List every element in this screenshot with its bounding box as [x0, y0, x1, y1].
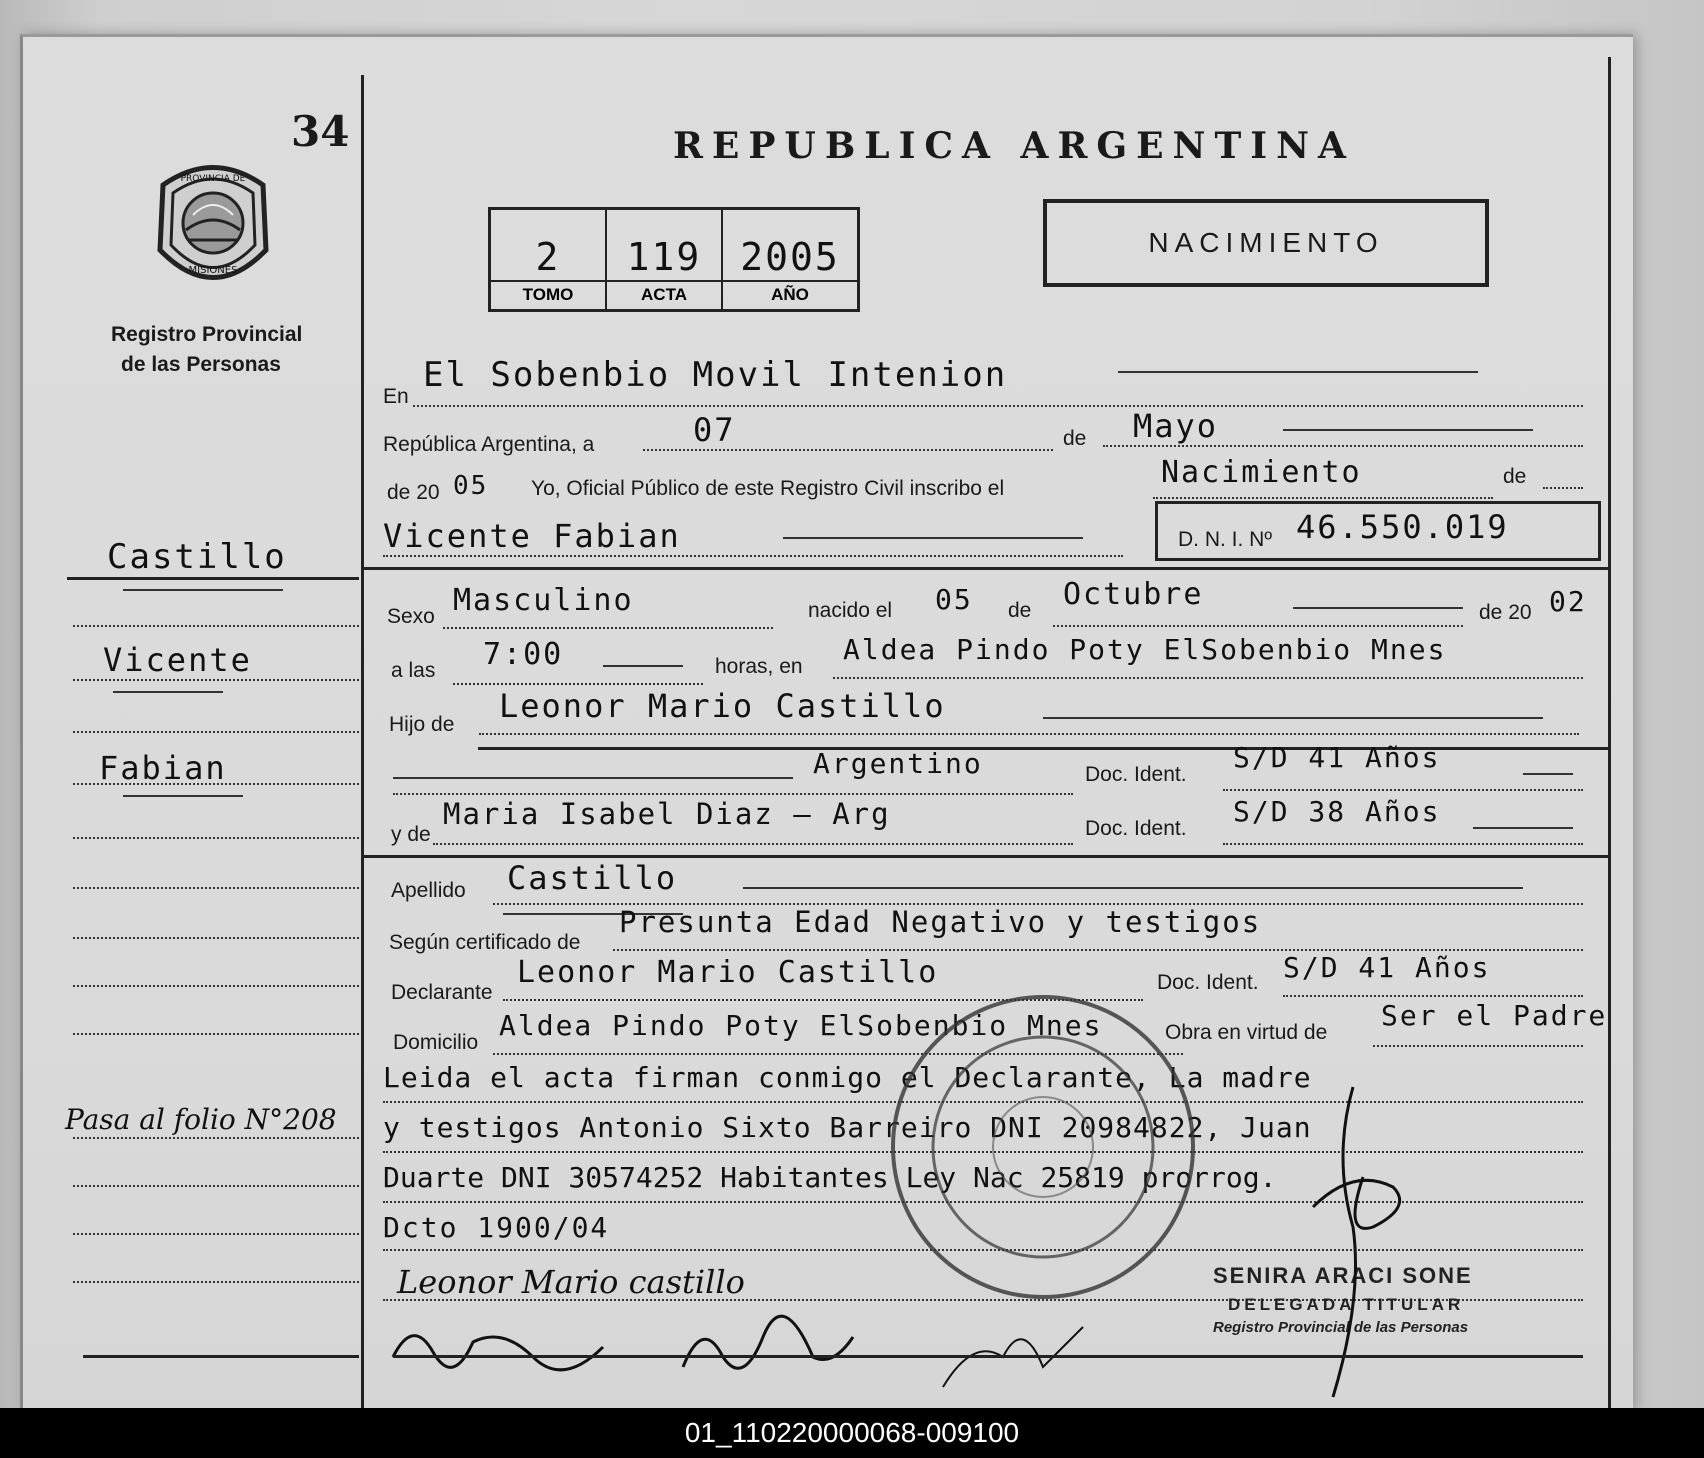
father-dots [479, 733, 1579, 735]
registry-name-line2: de las Personas [121, 353, 281, 376]
signature-2 [683, 1316, 853, 1368]
apellido-label: Apellido [391, 879, 466, 902]
act-type-label: NACIMIENTO [1148, 227, 1384, 258]
margin-underline-first [113, 691, 223, 693]
day-dots [643, 449, 1053, 451]
mother-dots [433, 843, 1073, 845]
republica-label: República Argentina, a [383, 433, 595, 456]
margin-dots-4 [73, 783, 359, 785]
father-doc-fill [1523, 773, 1573, 775]
file-id-bar [0, 1408, 1704, 1458]
declarante-doc-label: Doc. Ident. [1157, 971, 1259, 994]
official-name: SENIRA ARACI SONE [1213, 1263, 1473, 1288]
official-title: DELEGADA TITULAR [1228, 1295, 1465, 1314]
margin-dots-6 [73, 887, 359, 889]
margin-bottom-line [83, 1355, 359, 1358]
margin-dots-11 [73, 1185, 359, 1187]
de2-dots [1543, 487, 1583, 489]
certificate-page [20, 34, 1633, 1411]
en-label: En [383, 385, 409, 408]
en-dots [413, 405, 1583, 407]
dni-label: D. N. I. Nº [1178, 528, 1273, 551]
day-value: 07 [693, 411, 736, 449]
tomo-value: 2 [490, 209, 607, 281]
margin-dots-7 [73, 937, 359, 939]
father-fill [1043, 717, 1543, 719]
de-label-3: de [1008, 599, 1032, 622]
y-de-label: y de [391, 823, 431, 846]
nacido-label: nacido el [808, 599, 893, 622]
province-seal-logo [148, 155, 278, 295]
declarante-doc-value: S/D 41 Años [1283, 951, 1491, 984]
de-label-1: de [1063, 427, 1087, 450]
place-dots [833, 677, 1583, 679]
registered-name: Vicente Fabian [383, 517, 681, 555]
sexo-label: Sexo [387, 605, 435, 628]
obra-label: Obra en virtud de [1165, 1021, 1328, 1044]
margin-first-name: Vicente [103, 641, 252, 679]
hijo-label: Hijo de [389, 713, 455, 736]
hora-value: 7:00 [483, 637, 564, 672]
horas-label: horas, en [715, 655, 803, 678]
inscribe-value: Nacimiento [1161, 455, 1362, 490]
en-fill-line [1118, 371, 1478, 373]
margin-dots-8 [73, 985, 359, 987]
margin-surname: Castillo [107, 537, 287, 577]
tomo-header: TOMO [490, 281, 607, 311]
margin-folio-note: Pasa al folio N°208 [65, 1103, 337, 1136]
hora-fill [603, 665, 683, 667]
birth-year: 02 [1549, 585, 1587, 618]
father-nationality: Argentino [813, 747, 983, 780]
right-border-line [1608, 57, 1611, 1411]
apellido-value: Castillo [507, 859, 678, 897]
birth-month-dots [1053, 625, 1463, 627]
page-number: 34 [291, 107, 350, 156]
birth-month: Octubre [1063, 577, 1204, 612]
official-registry: Registro Provincial de las Personas [1213, 1319, 1469, 1336]
act-type-box [1043, 199, 1489, 287]
ano-header: AÑO [722, 281, 859, 311]
month-fill-line [1283, 429, 1533, 431]
margin-dots-10 [73, 1137, 359, 1139]
father-doc-label: Doc. Ident. [1085, 763, 1187, 786]
seal-text-bottom: MISIONES [188, 265, 238, 276]
mother-doc-value: S/D 38 Años [1233, 795, 1441, 828]
section-line-3 [363, 855, 1608, 858]
month-value: Mayo [1133, 407, 1219, 445]
nat-fill-line [393, 777, 793, 779]
father-name: Leonor Mario Castillo [499, 687, 946, 725]
margin-dots-13 [73, 1281, 359, 1283]
year-value: 05 [453, 471, 489, 501]
nat-dots [393, 793, 1073, 795]
section-line-1 [363, 567, 1608, 570]
birth-month-fill [1293, 607, 1463, 609]
inscribe-dots [1153, 497, 1493, 499]
dni-value: 46.550.019 [1296, 508, 1509, 546]
obra-value: Ser el Padre [1381, 999, 1608, 1032]
note-line-1: Leida el acta firman conmigo el Declarante, La madre [383, 1061, 1312, 1094]
margin-dots-5 [73, 837, 359, 839]
margin-dots-9 [73, 1033, 359, 1035]
month-dots [1103, 445, 1583, 447]
mother-name: Maria Isabel Diaz — Arg [443, 797, 891, 831]
ano-value: 2005 [722, 209, 859, 281]
domicilio-value: Aldea Pindo Poty ElSobenbio Mnes [499, 1009, 1103, 1042]
acta-value: 119 [606, 209, 722, 281]
margin-dots-12 [73, 1233, 359, 1235]
apellido-fill [743, 887, 1523, 889]
record-table [488, 207, 860, 312]
sexo-value: Masculino [453, 583, 634, 618]
margin-underline-surname [123, 589, 283, 591]
file-id-text: 01_110220000068-009100 [684, 1417, 1020, 1448]
margin-dots-3 [73, 731, 359, 733]
obra-dots [1373, 1045, 1583, 1047]
margin-line-1 [67, 577, 359, 580]
country-title: REPUBLICA ARGENTINA [673, 125, 1355, 167]
margin-underline-middle [123, 795, 243, 797]
segun-value: Presunta Edad Negativo y testigos [619, 905, 1262, 939]
en-value: El Sobenbio Movil Intenion [423, 355, 1008, 395]
name-fill-line [783, 537, 1083, 539]
official-round-stamp [883, 987, 1203, 1307]
year-prefix-label: de 20 [387, 481, 440, 504]
yo-text: Yo, Oficial Público de este Registro Civil inscribo el [531, 477, 1005, 500]
dni-box [1155, 501, 1601, 561]
segun-label: Según certificado de [389, 931, 581, 954]
margin-dots-2 [73, 679, 359, 681]
a-las-label: a las [391, 659, 436, 682]
margin-middle-name: Fabian [99, 749, 227, 787]
acta-header: ACTA [606, 281, 722, 311]
domicilio-label: Domicilio [393, 1031, 479, 1054]
registry-name-line1: Registro Provincial [111, 323, 303, 346]
sexo-dots [443, 627, 773, 629]
hora-dots [453, 683, 703, 685]
de-label-2: de [1503, 465, 1527, 488]
father-doc-dots [1223, 789, 1583, 791]
margin-dots-1 [73, 625, 359, 627]
note-line-3: Duarte DNI 30574252 Habitantes Ley Nac 25819 prorrog. [383, 1161, 1277, 1194]
declarante-doc-dots [1283, 995, 1583, 997]
mother-doc-label: Doc. Ident. [1085, 817, 1187, 840]
signature-1 [393, 1336, 603, 1370]
seal-text-top: PROVINCIA DE [180, 174, 246, 184]
note-line-2: y testigos Antonio Sixto Barreiro DNI 20984822, Juan [383, 1111, 1312, 1144]
birth-day: 05 [935, 583, 973, 616]
declarante-label: Declarante [391, 981, 493, 1004]
place-value: Aldea Pindo Poty ElSobenbio Mnes [843, 633, 1447, 666]
birth-year-prefix: de 20 [1479, 601, 1532, 624]
mother-doc-fill [1473, 827, 1573, 829]
note-line-4: Dcto 1900/04 [383, 1211, 610, 1244]
form-bottom-line [393, 1355, 1583, 1358]
mother-doc-dots [1223, 843, 1583, 845]
left-column-divider [361, 75, 364, 1411]
signature-printed-name: Leonor Mario castillo [397, 1263, 745, 1301]
father-doc-value: S/D 41 Años [1233, 741, 1441, 774]
name-dots [383, 555, 1123, 557]
declarante-value: Leonor Mario Castillo [517, 955, 939, 990]
